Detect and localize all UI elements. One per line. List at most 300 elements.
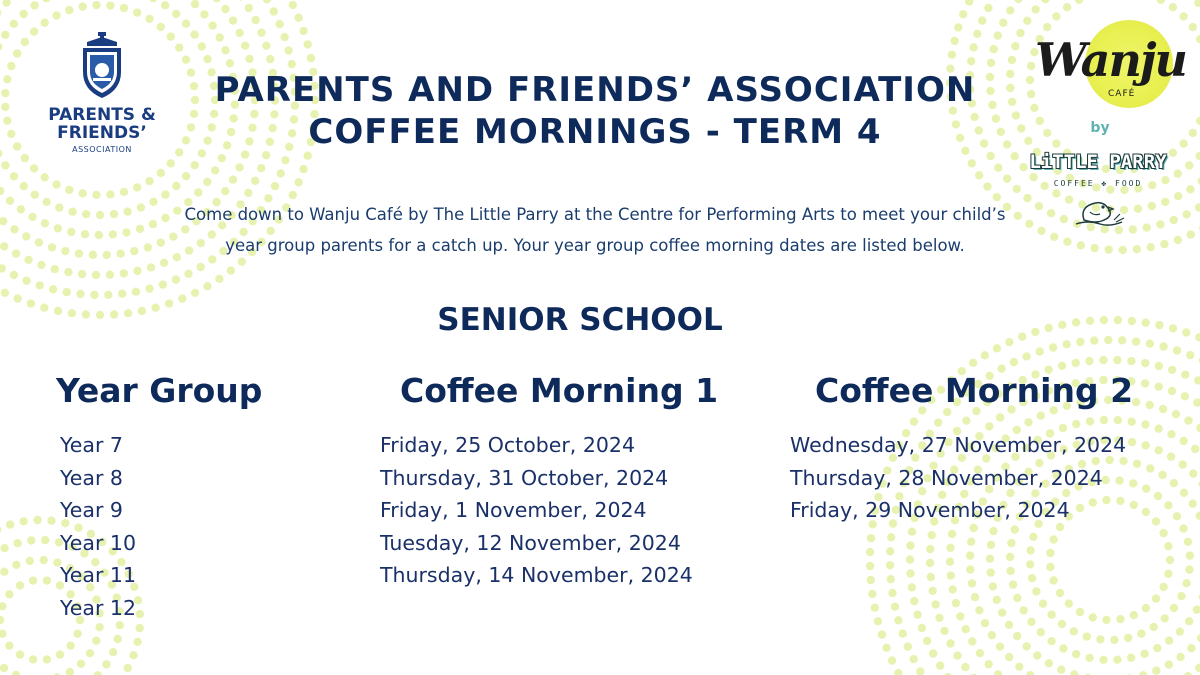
background-dot	[1114, 416, 1122, 424]
background-dot	[203, 178, 211, 186]
background-dot	[1099, 656, 1107, 664]
background-dot	[988, 631, 996, 639]
background-dot	[1154, 492, 1162, 500]
background-dot	[241, 42, 249, 50]
background-dot	[182, 20, 190, 28]
background-dot	[1113, 656, 1121, 664]
background-dot	[871, 604, 879, 612]
intro-text-line2: year group parents for a catch up. Your year group coffee morning dates are listed below.	[225, 236, 965, 255]
page-title-line1: PARENTS AND FRIENDS’ ASSOCIATION	[214, 70, 976, 110]
background-dot	[1029, 533, 1037, 541]
background-dot	[294, 14, 302, 22]
background-dot	[61, 247, 69, 255]
background-dot	[1152, 517, 1160, 525]
background-dot	[104, 291, 112, 299]
background-dot	[106, 271, 114, 279]
background-dot	[866, 562, 874, 570]
background-dot	[1147, 243, 1155, 251]
background-dot	[1113, 356, 1121, 364]
background-dot	[1003, 140, 1011, 148]
background-dot	[918, 624, 926, 632]
background-dot	[1182, 579, 1190, 587]
background-dot	[20, 182, 28, 190]
background-dot	[1060, 215, 1068, 223]
background-dot	[1096, 635, 1104, 643]
background-dot	[123, 207, 131, 215]
background-dot	[41, 219, 49, 227]
background-dot	[1045, 659, 1053, 667]
background-dot	[43, 655, 51, 663]
background-dot	[1181, 392, 1189, 400]
background-dot	[120, 269, 128, 277]
background-dot	[1173, 512, 1181, 520]
background-dot	[1063, 340, 1071, 348]
background-dot	[182, 56, 190, 64]
background-dot	[1159, 342, 1167, 350]
background-dot	[1100, 416, 1108, 424]
background-dot	[1005, 621, 1013, 629]
background-dot	[1141, 359, 1149, 367]
background-dot	[264, 194, 272, 202]
background-dot	[1028, 574, 1036, 582]
background-dot	[109, 230, 117, 238]
background-dot	[1007, 539, 1015, 547]
background-dot	[289, 191, 297, 199]
background-dot	[989, 527, 997, 535]
background-dot	[1024, 418, 1032, 426]
background-dot	[227, 266, 235, 274]
background-dot	[913, 611, 921, 619]
background-dot	[10, 225, 18, 233]
background-dot	[51, 265, 59, 273]
background-dot	[968, 579, 976, 587]
background-dot	[1189, 129, 1197, 137]
background-dot	[1024, 137, 1032, 145]
background-dot	[886, 561, 894, 569]
background-dot	[910, 417, 918, 425]
background-dot	[1179, 12, 1187, 20]
background-dot	[42, 198, 50, 206]
background-dot	[1167, 453, 1175, 461]
background-dot	[275, 20, 283, 28]
background-dot	[1137, 629, 1145, 637]
background-dot	[1148, 202, 1156, 210]
background-dot	[1013, 594, 1021, 602]
background-dot	[1006, 553, 1014, 561]
background-dot	[124, 309, 132, 317]
background-dot	[208, 21, 216, 29]
background-dot	[10, 20, 18, 28]
background-dot	[120, 4, 128, 12]
background-dot	[1049, 535, 1057, 543]
background-dot	[967, 57, 975, 65]
background-dot	[271, 182, 279, 190]
background-dot	[66, 642, 74, 650]
background-dot	[1176, 627, 1184, 635]
background-dot	[3, 117, 11, 125]
background-dot	[1046, 563, 1054, 571]
background-dot	[0, 630, 7, 638]
background-dot	[79, 2, 87, 10]
background-dot	[114, 635, 122, 643]
background-dot	[1047, 209, 1055, 217]
background-dot	[994, 164, 1002, 172]
background-dot	[868, 590, 876, 598]
background-dot	[299, 27, 307, 35]
background-dot	[244, 189, 252, 197]
background-dot	[1005, 338, 1013, 346]
background-dot	[10, 271, 18, 279]
background-dot	[79, 189, 87, 197]
background-dot	[1083, 632, 1091, 640]
background-dot	[966, 565, 974, 573]
background-dot	[1008, 98, 1016, 106]
background-dot	[1195, 203, 1200, 211]
background-dot	[1089, 613, 1097, 621]
background-dot	[12, 671, 20, 675]
background-dot	[96, 311, 104, 319]
list-item: Year 9	[60, 498, 123, 523]
background-dot	[1003, 175, 1011, 183]
background-dot	[12, 561, 20, 569]
background-dot	[1043, 129, 1051, 137]
background-dot	[203, 282, 211, 290]
background-dot	[20, 517, 28, 525]
background-dot	[157, 23, 165, 31]
background-dot	[239, 228, 247, 236]
background-dot	[1170, 479, 1178, 487]
background-dot	[197, 263, 205, 271]
background-dot	[935, 614, 943, 622]
background-dot	[1184, 416, 1192, 424]
background-dot	[904, 642, 912, 650]
background-dot	[33, 516, 41, 524]
background-dot	[987, 568, 995, 576]
background-dot	[89, 251, 97, 259]
background-dot	[147, 263, 155, 271]
background-dot	[1184, 538, 1192, 546]
background-dot	[211, 166, 219, 174]
background-dot	[35, 238, 43, 246]
background-dot	[983, 182, 991, 190]
background-dot	[49, 285, 57, 293]
background-dot	[953, 651, 961, 659]
background-dot	[1170, 604, 1178, 612]
background-dot	[145, 177, 153, 185]
background-dot	[194, 188, 202, 196]
background-dot	[999, 19, 1007, 27]
background-dot	[16, 581, 24, 589]
background-dot	[109, 648, 117, 656]
background-dot	[130, 247, 138, 255]
background-dot	[916, 667, 924, 675]
background-dot	[65, 6, 73, 14]
logo-line-association: ASSOCIATION	[72, 145, 132, 154]
background-dot	[238, 258, 246, 266]
background-dot	[966, 551, 974, 559]
background-dot	[1005, 653, 1013, 661]
list-item: Friday, 25 October, 2024	[380, 433, 636, 457]
background-dot	[968, 637, 976, 645]
background-dot	[1058, 321, 1066, 329]
background-dot	[42, 0, 50, 2]
background-dot	[208, 255, 216, 263]
background-dot	[888, 656, 896, 664]
background-dot	[78, 270, 86, 278]
background-dot	[1186, 551, 1194, 559]
background-dot	[1011, 152, 1019, 160]
background-dot	[1161, 614, 1169, 622]
background-dot	[1031, 328, 1039, 336]
background-dot	[994, 31, 1002, 39]
background-dot	[0, 42, 2, 50]
background-dot	[993, 344, 1001, 352]
background-dot	[1023, 194, 1031, 202]
background-dot	[894, 669, 902, 675]
background-dot	[160, 259, 168, 267]
background-dot	[1161, 198, 1169, 206]
background-dot	[281, 156, 289, 164]
parents-friends-logo	[22, 22, 182, 182]
background-dot	[1134, 205, 1142, 213]
background-dot	[41, 536, 49, 544]
background-dot	[1167, 430, 1175, 438]
background-dot	[21, 154, 29, 162]
background-dot	[946, 639, 954, 647]
background-dot	[993, 193, 1001, 201]
background-dot	[68, 309, 76, 317]
background-dot	[1072, 650, 1080, 658]
coffee-morning-2-heading: Coffee Morning 2	[815, 371, 1134, 410]
background-dot	[1013, 185, 1021, 193]
background-dot	[0, 568, 8, 576]
background-dot	[948, 51, 956, 59]
background-dot	[304, 40, 312, 48]
background-dot	[304, 152, 312, 160]
background-dot	[1172, 410, 1180, 418]
background-dot	[1006, 84, 1014, 92]
background-dot	[200, 10, 208, 18]
background-dot	[1186, 351, 1194, 359]
background-dot	[1070, 670, 1078, 675]
background-dot	[36, 281, 44, 289]
background-dot	[1018, 332, 1026, 340]
background-dot	[178, 294, 186, 302]
background-dot	[998, 609, 1006, 617]
background-dot	[106, 1, 114, 9]
background-dot	[1037, 628, 1045, 636]
background-dot	[936, 661, 944, 669]
background-dot	[867, 534, 875, 542]
background-dot	[975, 171, 983, 179]
background-dot	[13, 49, 21, 57]
background-dot	[975, 606, 983, 614]
background-dot	[138, 307, 146, 315]
background-dot	[13, 142, 21, 150]
background-dot	[110, 310, 118, 318]
background-dot	[867, 576, 875, 584]
background-dot	[1141, 379, 1149, 387]
background-dot	[48, 243, 56, 251]
background-dot	[149, 198, 157, 206]
background-dot	[257, 164, 265, 172]
background-dot	[1046, 549, 1054, 557]
background-dot	[96, 211, 104, 219]
background-dot	[1114, 316, 1122, 324]
background-dot	[1196, 117, 1200, 125]
background-dot	[1173, 346, 1181, 354]
background-dot	[973, 30, 981, 38]
background-dot	[1132, 337, 1140, 345]
background-dot	[1159, 583, 1167, 591]
background-dot	[1049, 576, 1057, 584]
background-dot	[1179, 460, 1187, 468]
background-dot	[245, 55, 253, 63]
background-dot	[949, 585, 957, 593]
background-dot	[1017, 124, 1025, 132]
background-dot	[1133, 460, 1141, 468]
background-dot	[213, 0, 221, 2]
background-dot	[996, 642, 1004, 650]
background-dot	[1065, 599, 1073, 607]
background-dot	[1027, 618, 1035, 626]
background-dot	[17, 205, 25, 213]
background-dot	[1127, 357, 1135, 365]
background-dot	[7, 130, 15, 138]
background-dot	[0, 149, 2, 157]
background-dot	[1128, 418, 1136, 426]
background-dot	[1132, 398, 1140, 406]
coffee-morning-1-list	[380, 429, 693, 592]
background-dot	[3, 75, 11, 83]
background-dot	[1187, 230, 1195, 238]
background-dot	[144, 243, 152, 251]
background-dot	[1130, 501, 1138, 509]
background-dot	[0, 264, 6, 272]
logo-line-parents: PARENTS &	[48, 105, 156, 125]
coffee-morning-2-list	[790, 429, 1126, 527]
background-dot	[28, 213, 36, 221]
background-dot	[110, 210, 118, 218]
background-dot	[62, 288, 70, 296]
background-dot	[21, 38, 29, 46]
background-dot	[1035, 202, 1043, 210]
background-dot	[37, 261, 45, 269]
background-dot	[1187, 644, 1195, 652]
background-dot	[1174, 169, 1182, 177]
background-dot	[1155, 321, 1163, 329]
background-dot	[1014, 0, 1022, 3]
background-dot	[1036, 117, 1044, 125]
background-dot	[1026, 546, 1034, 554]
background-dot	[1177, 592, 1185, 600]
background-dot	[1158, 471, 1166, 479]
background-dot	[1168, 387, 1176, 395]
background-dot	[996, 413, 1004, 421]
background-dot	[40, 556, 48, 564]
background-dot	[129, 651, 137, 659]
background-dot	[1012, 111, 1020, 119]
background-dot	[976, 649, 984, 657]
background-dot	[906, 541, 914, 549]
background-dot	[245, 4, 253, 12]
background-dot	[987, 59, 995, 67]
background-dot	[29, 655, 37, 663]
background-dot	[1026, 560, 1034, 568]
background-dot	[1063, 3, 1071, 11]
background-dot	[77, 660, 85, 668]
background-dot	[5, 590, 13, 598]
list-item: Thursday, 28 November, 2024	[790, 465, 1103, 490]
background-dot	[1155, 446, 1163, 454]
background-dot	[132, 288, 140, 296]
background-dot	[934, 418, 942, 426]
background-dot	[76, 290, 84, 298]
background-dot	[54, 307, 62, 315]
list-item: Thursday, 31 October, 2024	[380, 465, 669, 490]
background-dot	[0, 9, 1, 17]
background-dot	[54, 224, 62, 232]
background-dot	[984, 660, 992, 668]
background-dot	[1052, 189, 1060, 197]
background-dot	[1039, 600, 1047, 608]
background-dot	[1155, 362, 1163, 370]
background-dot	[221, 187, 229, 195]
background-dot	[251, 177, 259, 185]
background-dot	[191, 289, 199, 297]
logo-line-friends: FRIENDS’	[57, 123, 147, 143]
background-dot	[1076, 608, 1084, 616]
background-dot	[41, 19, 49, 27]
background-dot	[136, 624, 144, 632]
background-dot	[288, 60, 296, 68]
background-dot	[0, 525, 1, 533]
background-dot	[117, 249, 125, 257]
background-dot	[266, 55, 274, 63]
background-dot	[106, 190, 114, 198]
background-dot	[1047, 611, 1055, 619]
background-dot	[1022, 642, 1030, 650]
background-dot	[986, 152, 994, 160]
background-dot	[1009, 580, 1017, 588]
background-dot	[133, 267, 141, 275]
background-dot	[133, 183, 141, 191]
background-dot	[252, 16, 260, 24]
little-parry-tagline: COFFEE ✤ FOOD	[1053, 179, 1143, 188]
background-dot	[986, 555, 994, 563]
background-dot	[1036, 347, 1044, 355]
background-dot	[1086, 417, 1094, 425]
background-dot	[967, 538, 975, 546]
background-dot	[1072, 359, 1080, 367]
background-dot	[95, 231, 103, 239]
background-dot	[959, 10, 967, 18]
background-dot	[92, 271, 100, 279]
background-dot	[1185, 161, 1193, 169]
background-dot	[906, 555, 914, 563]
background-dot	[954, 23, 962, 31]
background-dot	[990, 45, 998, 53]
background-dot	[1180, 437, 1188, 445]
background-dot	[0, 242, 8, 250]
background-dot	[1058, 620, 1066, 628]
background-dot	[1059, 644, 1067, 652]
background-dot	[965, 0, 973, 6]
background-dot	[92, 191, 100, 199]
background-dot	[1142, 319, 1150, 327]
background-dot	[216, 33, 224, 41]
background-dot	[874, 617, 882, 625]
